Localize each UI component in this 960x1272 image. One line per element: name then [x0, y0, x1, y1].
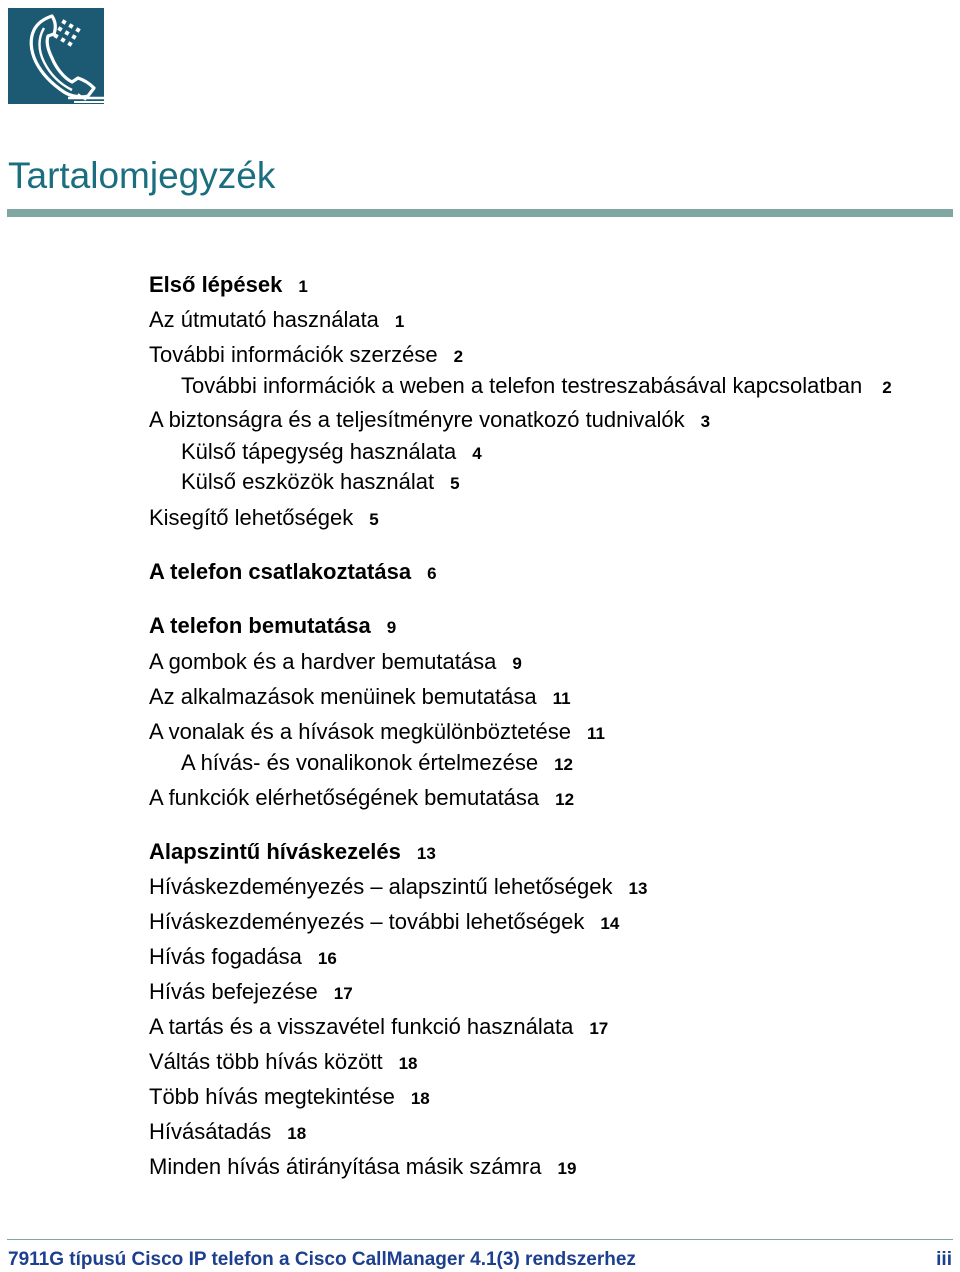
- toc-entry-title: Az útmutató használata: [149, 307, 379, 332]
- footer-document-title: 7911G típusú Cisco IP telefon a Cisco CallManager 4.1(3) rendszerhez: [8, 1249, 636, 1270]
- toc-entry-title: A hívás- és vonalikonok értelmezése: [181, 750, 539, 775]
- toc-entry-title: Alapszintű híváskezelés: [149, 839, 401, 864]
- toc-entry-title: A biztonságra és a teljesítményre vonatkozó tudnivalók: [149, 407, 685, 432]
- toc-section-entry[interactable]: [149, 406, 710, 434]
- toc-section-entry[interactable]: [149, 504, 379, 532]
- toc-section-entry[interactable]: [149, 784, 574, 812]
- toc-chapter-entry[interactable]: [149, 838, 436, 866]
- toc-section-entry[interactable]: [149, 718, 605, 746]
- toc-entry-page-number: 13: [416, 844, 436, 863]
- toc-entry-page-number: 14: [600, 914, 620, 933]
- toc-entry-page-number: 3: [700, 412, 711, 431]
- toc-entry-page-number: 19: [557, 1159, 577, 1178]
- toc-entry-page-number: 1: [298, 277, 308, 296]
- toc-entry-title: A vonalak és a hívások megkülönböztetése: [149, 719, 571, 744]
- toc-section-entry[interactable]: [149, 943, 337, 971]
- toc-entry-title: A tartás és a visszavétel funkció használata: [149, 1014, 574, 1039]
- toc-entry-page-number: 11: [586, 724, 605, 743]
- toc-entry-page-number: 17: [333, 984, 353, 1003]
- toc-section-entry[interactable]: [149, 1083, 430, 1111]
- toc-entry-page-number: 5: [369, 510, 379, 529]
- toc-entry-page-number: 13: [628, 879, 648, 898]
- toc-entry-page-number: 6: [427, 564, 437, 583]
- toc-subsection-entry[interactable]: [181, 372, 892, 400]
- toc-entry-title: Hívásátadás: [149, 1119, 272, 1144]
- toc-entry-page-number: 12: [554, 755, 573, 774]
- toc-entry-title: Híváskezdeményezés – alapszintű lehetőségek: [149, 874, 613, 899]
- footer-rule: [7, 1239, 953, 1240]
- toc-entry-page-number: 5: [450, 474, 460, 493]
- toc-subsection-entry[interactable]: [181, 749, 573, 777]
- toc-entry-page-number: 17: [589, 1019, 609, 1038]
- toc-section-entry[interactable]: [149, 908, 619, 936]
- toc-entry-title: További információk szerzése: [149, 342, 438, 367]
- toc-entry-title: A telefon csatlakoztatása: [149, 559, 412, 584]
- footer-page-number: iii: [936, 1249, 952, 1270]
- toc-entry-page-number: 16: [317, 949, 337, 968]
- toc-section-entry[interactable]: [149, 341, 463, 369]
- toc-entry-title: Több hívás megtekintése: [149, 1084, 395, 1109]
- page-title: Tartalomjegyzék: [8, 155, 276, 196]
- toc-entry-title: Váltás több hívás között: [149, 1049, 383, 1074]
- toc-section-entry[interactable]: [149, 1048, 418, 1076]
- toc-section-entry[interactable]: [149, 1153, 576, 1181]
- toc-entry-title: Híváskezdeményezés – további lehetőségek: [149, 909, 585, 934]
- toc-entry-page-number: 18: [398, 1054, 418, 1073]
- toc-subsection-entry[interactable]: [181, 438, 482, 466]
- toc-chapter-entry[interactable]: [149, 612, 396, 640]
- toc-entry-title: Kisegítő lehetőségek: [149, 505, 354, 530]
- toc-entry-title: Külső tápegység használata: [181, 439, 457, 464]
- toc-entry-title: Külső eszközök használat: [181, 469, 435, 494]
- toc-section-entry[interactable]: [149, 873, 647, 901]
- toc-subsection-entry[interactable]: [181, 468, 460, 496]
- toc-entry-title: A gombok és a hardver bemutatása: [149, 649, 497, 674]
- toc-entry-title: Hívás befejezése: [149, 979, 318, 1004]
- toc-entry-page-number: 9: [386, 618, 397, 637]
- toc-section-entry[interactable]: [149, 683, 571, 711]
- toc-entry-title: Hívás fogadása: [149, 944, 302, 969]
- toc-chapter-entry[interactable]: [149, 271, 308, 299]
- toc-entry-title: A telefon bemutatása: [149, 613, 371, 638]
- toc-entry-page-number: 18: [287, 1124, 307, 1143]
- toc-entry-title: A funkciók elérhetőségének bemutatása: [149, 785, 540, 810]
- toc-chapter-entry[interactable]: [149, 558, 437, 586]
- toc-entry-page-number: 2: [882, 378, 892, 397]
- toc-section-entry[interactable]: [149, 1118, 306, 1146]
- toc-section-entry[interactable]: [149, 978, 353, 1006]
- toc-entry-page-number: 2: [453, 347, 464, 366]
- toc-entry-title: További információk a weben a telefon testreszabásával kapcsolatban: [181, 373, 863, 398]
- toc-entry-title: Minden hívás átirányítása másik számra: [149, 1154, 542, 1179]
- toc-section-entry[interactable]: [149, 306, 404, 334]
- toc-entry-page-number: 1: [394, 312, 405, 331]
- toc-entry-page-number: 11: [552, 689, 571, 708]
- toc-section-entry[interactable]: [149, 1013, 608, 1041]
- toc-section-entry[interactable]: [149, 648, 522, 676]
- toc-entry-page-number: 18: [410, 1089, 430, 1108]
- toc-entry-page-number: 12: [555, 790, 575, 809]
- toc-entry-page-number: 9: [512, 654, 522, 673]
- toc-entry-title: Első lépések: [149, 272, 283, 297]
- toc-entry-title: Az alkalmazások menüinek bemutatása: [149, 684, 537, 709]
- toc-entry-page-number: 4: [472, 444, 482, 463]
